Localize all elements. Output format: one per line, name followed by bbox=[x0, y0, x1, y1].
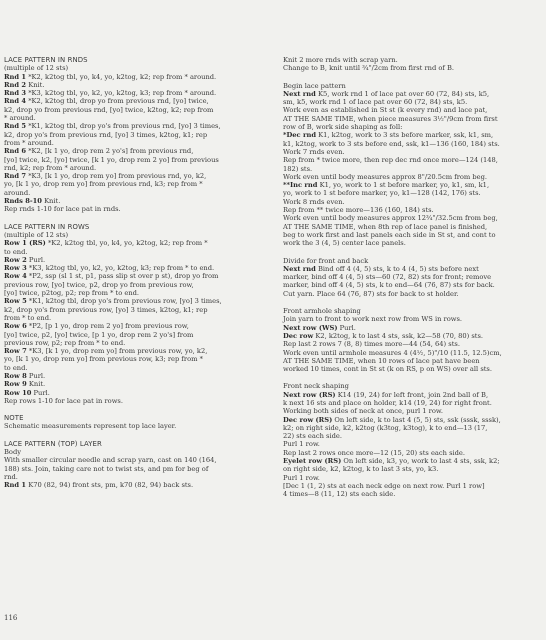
line-text: on right side, k2, k2tog, k to last 3 sts, yo, k3. bbox=[283, 465, 439, 474]
line-text: previous row, [yo] twice, p2, drop yo from previous row, bbox=[4, 280, 194, 289]
page-number: 116 bbox=[4, 614, 18, 622]
line-text: work the 3 (4, 5) center lace panels. bbox=[283, 239, 406, 248]
line-text: *K2, k2tog tbl, drop yo from previous rnd, [yo] twice, bbox=[26, 97, 209, 106]
line-text: Rep from ** twice more—136 (160, 184) sts. bbox=[283, 206, 434, 215]
step-label: Dec row bbox=[283, 331, 314, 340]
line-text: to end. bbox=[4, 247, 28, 256]
text-line bbox=[283, 198, 545, 206]
line-text: Knit. bbox=[41, 197, 61, 206]
line-text: *K2, [k 1 yo, drop rem 2 yo's] from previous rnd, bbox=[26, 147, 194, 156]
line-text: Body bbox=[4, 448, 21, 457]
text-line bbox=[4, 139, 266, 147]
text-line bbox=[4, 180, 266, 188]
line-text: AT THE SAME TIME, when piece measures 3½"/9cm from first bbox=[283, 114, 498, 123]
text-line bbox=[283, 257, 545, 265]
text-line bbox=[283, 82, 545, 90]
text-line bbox=[4, 164, 266, 172]
text-line bbox=[4, 389, 266, 397]
step-label: *Dec rnd bbox=[283, 131, 317, 140]
step-label: **Inc rnd bbox=[283, 181, 318, 190]
step-label: Rnd 1 bbox=[4, 481, 27, 490]
line-text: AT THE SAME TIME, when 8th rep of lace panel is finished, bbox=[283, 222, 488, 231]
text-line bbox=[4, 347, 266, 355]
text-line bbox=[283, 98, 545, 106]
line-text: Work even as established in St st (k every rnd) and lace pat, bbox=[283, 106, 488, 115]
line-text: Schematic measurements represent top lace layer. bbox=[4, 422, 177, 431]
line-text: 182) sts. bbox=[283, 164, 313, 173]
text-line bbox=[4, 372, 266, 380]
text-line bbox=[283, 332, 545, 340]
line-text: [yo] twice, p2, [yo] twice, [p 1 yo, drop rem 2 yo's] from bbox=[4, 330, 194, 339]
line-text: Rep from * twice more, then rep dec rnd once more—124 (148, bbox=[283, 156, 498, 165]
line-text: k2, drop yo's from previous row, [yo] 3 times, k2tog, k1; rep bbox=[4, 305, 208, 314]
line-text: K70 (82, 94) front sts, pm, k70 (82, 94) back sts. bbox=[26, 481, 194, 490]
text-line bbox=[4, 465, 266, 473]
text-line bbox=[4, 248, 266, 256]
text-line bbox=[283, 474, 545, 482]
text-line bbox=[4, 281, 266, 289]
step-label: Row 5 bbox=[4, 297, 27, 306]
line-text: previous row, p2; rep from * to end. bbox=[4, 338, 126, 347]
line-text: Work even until armhole measures 4 (4½, 5)"/10 (11.5, 12.5)cm, bbox=[283, 348, 502, 357]
line-text: Purl 1 row. bbox=[283, 473, 320, 482]
text-line bbox=[4, 297, 266, 305]
line-text: row of B, work side shaping as foll: bbox=[283, 123, 403, 132]
step-label: Rnd 7 bbox=[4, 172, 27, 181]
text-line bbox=[283, 290, 545, 298]
step-label: Row 4 bbox=[4, 272, 27, 281]
line-text: K14 (19, 24) for left front, join 2nd ball of B, bbox=[335, 390, 489, 399]
text-line bbox=[283, 490, 545, 498]
step-label: Dec row (RS) bbox=[283, 415, 333, 424]
line-text: Knit. bbox=[26, 380, 46, 389]
line-text: rnd. bbox=[4, 472, 18, 481]
text-line bbox=[283, 189, 545, 197]
text-line bbox=[283, 324, 545, 332]
text-line bbox=[283, 273, 545, 281]
text-line bbox=[4, 122, 266, 130]
line-text: Working both sides of neck at once, purl 1 row. bbox=[283, 407, 443, 416]
step-label: Row 8 bbox=[4, 371, 27, 380]
text-line bbox=[4, 256, 266, 264]
line-text: Rep rnds 1-10 for lace pat in rnds. bbox=[4, 205, 121, 214]
line-text: *K1, k2tog tbl, drop yo's from previous row, [yo] 3 times, bbox=[26, 297, 222, 306]
line-text: *K3, [k 1 yo, drop rem yo] from previous rnd, yo, k2, bbox=[26, 172, 207, 181]
line-text: Change to B, knit until ¾"/2cm from first rnd of B. bbox=[283, 64, 455, 73]
text-line bbox=[283, 56, 545, 64]
line-text: k1, k2tog, work to 3 sts before end, ssk, k1—136 (160, 184) sts. bbox=[283, 139, 500, 148]
line-text: Begin lace pattern bbox=[283, 81, 346, 90]
text-line bbox=[283, 416, 545, 424]
line-text: K1, k2tog, work to 3 sts before marker, ssk, k1, sm, bbox=[316, 131, 494, 140]
text-line bbox=[283, 90, 545, 98]
step-label: Next row (WS) bbox=[283, 323, 338, 332]
text-line bbox=[283, 382, 545, 390]
line-text: LACE PATTERN IN RNDS bbox=[4, 56, 88, 64]
text-line bbox=[283, 349, 545, 357]
line-text: Knit. bbox=[26, 80, 45, 89]
step-label: Row 2 bbox=[4, 255, 27, 264]
line-text: [yo] twice, k2, [yo] twice, [k 1 yo, drop rem 2 yo] from previous bbox=[4, 155, 219, 164]
step-label: Row 1 (RS) bbox=[4, 239, 46, 248]
line-text: *P2, [p 1 yo, drop rem 2 yo] from previous row, bbox=[26, 322, 189, 331]
step-label: Rnds 8-10 bbox=[4, 197, 42, 206]
text-line bbox=[283, 131, 545, 139]
line-text: yo, work to 1 st before marker, yo, k1—128 (142, 176) sts. bbox=[283, 189, 481, 198]
text-line bbox=[283, 449, 545, 457]
text-line bbox=[283, 181, 545, 189]
step-label: Rnd 2 bbox=[4, 80, 27, 89]
line-text: Rep rows 1-10 for lace pat in rows. bbox=[4, 396, 123, 405]
text-line bbox=[4, 456, 266, 464]
line-text: from * around. bbox=[4, 138, 54, 147]
text-line bbox=[283, 214, 545, 222]
text-line bbox=[4, 131, 266, 139]
line-text: to end. bbox=[4, 363, 28, 372]
text-line bbox=[4, 89, 266, 97]
line-text: 22) sts each side. bbox=[283, 432, 342, 441]
text-line bbox=[283, 465, 545, 473]
text-line bbox=[4, 322, 266, 330]
line-text: yo, [k 1 yo, drop rem yo] from previous row, k3; rep from * bbox=[4, 355, 203, 364]
line-text: *K2, k2tog tbl, yo, k4, yo, k2tog, k2; rep from * around. bbox=[26, 72, 217, 81]
line-text: rnd, k2; rep from * around. bbox=[4, 163, 97, 172]
text-line bbox=[4, 422, 266, 430]
line-text: k next 16 sts and place on holder, k14 (19, 24) for right front. bbox=[283, 398, 492, 407]
step-label: Rnd 3 bbox=[4, 89, 27, 98]
paragraph-gap bbox=[283, 73, 545, 82]
line-text: k2; on right side, k2, k2tog (k3tog, k3tog), k to end—13 (17, bbox=[283, 423, 488, 432]
text-line bbox=[4, 231, 266, 239]
text-line bbox=[4, 306, 266, 314]
text-line bbox=[4, 239, 266, 247]
text-line bbox=[283, 165, 545, 173]
step-label: Rnd 1 bbox=[4, 72, 27, 81]
line-text: from * to end. bbox=[4, 313, 52, 322]
text-line bbox=[283, 315, 545, 323]
line-text: marker, bind off 4 (4, 5) sts, k to end—64 (76, 87) sts for back. bbox=[283, 281, 495, 290]
line-text: NOTE bbox=[4, 414, 24, 423]
text-line bbox=[283, 307, 545, 315]
paragraph-gap bbox=[4, 405, 266, 414]
text-line bbox=[283, 64, 545, 72]
line-text: On left side, k3, yo, work to last 4 sts, ssk, k2; bbox=[341, 457, 500, 466]
text-line bbox=[4, 81, 266, 89]
text-line bbox=[4, 473, 266, 481]
text-line bbox=[283, 173, 545, 181]
section-heading bbox=[4, 440, 266, 448]
text-line bbox=[4, 156, 266, 164]
line-text: Purl. bbox=[337, 323, 356, 332]
text-line bbox=[283, 457, 545, 465]
line-text: AT THE SAME TIME, when 10 rows of lace pat have been bbox=[283, 356, 480, 365]
line-text: Rep last 2 rows 7 (8, 8) times more—44 (54, 64) sts. bbox=[283, 340, 460, 349]
line-text: Work even until body measures approx 8"/20.5cm from beg. bbox=[283, 172, 488, 181]
text-line bbox=[4, 331, 266, 339]
paragraph-gap bbox=[283, 373, 545, 382]
line-text: Knit 2 more rnds with scrap yarn. bbox=[283, 56, 398, 64]
section-heading bbox=[4, 56, 266, 64]
text-line bbox=[4, 314, 266, 322]
paragraph-gap bbox=[283, 298, 545, 307]
text-line bbox=[4, 64, 266, 72]
text-line bbox=[4, 397, 266, 405]
step-label: Next rnd bbox=[283, 264, 316, 273]
line-text: Divide for front and back bbox=[283, 256, 369, 265]
paragraph-gap bbox=[283, 248, 545, 257]
line-text: [Dec 1 (1, 2) sts at each neck edge on next row. Purl 1 row] bbox=[283, 481, 485, 490]
text-line bbox=[283, 482, 545, 490]
line-text: Work 7 rnds even. bbox=[283, 147, 345, 156]
text-line bbox=[283, 440, 545, 448]
line-text: Front armhole shaping bbox=[283, 307, 361, 316]
line-text: *K3, k2tog tbl, yo, k2, yo, k2tog, k3; rep from * to end. bbox=[26, 264, 215, 273]
step-label: Row 6 bbox=[4, 322, 27, 331]
step-label: Rnd 6 bbox=[4, 147, 27, 156]
line-text: Purl. bbox=[26, 255, 46, 264]
step-label: Row 3 bbox=[4, 264, 27, 273]
text-line bbox=[4, 97, 266, 105]
line-text: With smaller circular needle and scrap yarn, cast on 140 (164, bbox=[4, 456, 217, 465]
line-text: (multiple of 12 sts) bbox=[4, 64, 69, 73]
line-text: *K3, k2tog tbl, yo, k2, yo, k2tog, k3; rep from * around. bbox=[26, 89, 217, 98]
text-line bbox=[283, 123, 545, 131]
text-line bbox=[283, 391, 545, 399]
section-heading bbox=[4, 414, 266, 422]
text-line bbox=[283, 140, 545, 148]
line-text: Front neck shaping bbox=[283, 382, 349, 391]
text-line bbox=[283, 340, 545, 348]
text-line bbox=[283, 399, 545, 407]
line-text: around. bbox=[4, 188, 31, 197]
line-text: Bind off 4 (4, 5) sts, k to 4 (4, 5) sts before next bbox=[315, 264, 479, 273]
section-heading bbox=[4, 223, 266, 231]
text-line bbox=[4, 339, 266, 347]
text-line bbox=[283, 206, 545, 214]
text-line bbox=[4, 73, 266, 81]
line-text: Work 8 rnds even. bbox=[283, 197, 345, 206]
text-line bbox=[283, 281, 545, 289]
text-line bbox=[4, 364, 266, 372]
line-text: * around. bbox=[4, 114, 36, 123]
text-line bbox=[283, 357, 545, 365]
text-line bbox=[283, 231, 545, 239]
text-line bbox=[4, 380, 266, 388]
line-text: *K3, [k 1 yo, drop rem yo] from previous row, yo, k2, bbox=[26, 347, 208, 356]
text-line bbox=[283, 223, 545, 231]
line-text: worked 10 times, cont in St st (k on RS, p on WS) over all sts. bbox=[283, 365, 492, 374]
step-label: Next row (RS) bbox=[283, 390, 336, 399]
text-line bbox=[283, 432, 545, 440]
step-label: Rnd 5 bbox=[4, 122, 27, 131]
text-line bbox=[4, 264, 266, 272]
text-line bbox=[283, 106, 545, 114]
line-text: K1, yo, work to 1 st before marker, yo, k1, sm, k1, bbox=[317, 181, 490, 190]
paragraph-gap bbox=[4, 214, 266, 223]
text-line bbox=[4, 114, 266, 122]
line-text: LACE PATTERN (TOP) LAYER bbox=[4, 439, 102, 448]
text-line bbox=[283, 156, 545, 164]
text-line bbox=[4, 147, 266, 155]
text-line bbox=[4, 448, 266, 456]
text-line bbox=[4, 197, 266, 205]
line-text: [yo] twice, p2tog, p2; rep from * to end. bbox=[4, 289, 140, 298]
text-line bbox=[283, 239, 545, 247]
step-label: Row 10 bbox=[4, 388, 32, 397]
line-text: (multiple of 12 sts) bbox=[4, 230, 69, 239]
line-text: K2, k2tog, k to last 4 sts, ssk, k2—58 (70, 80) sts. bbox=[313, 331, 484, 340]
line-text: Purl. bbox=[31, 388, 50, 397]
line-text: Purl. bbox=[26, 371, 46, 380]
line-text: 4 times—8 (11, 12) sts each side. bbox=[283, 490, 396, 499]
line-text: yo, [k 1 yo, drop rem yo] from previous rnd, k3; rep from * bbox=[4, 180, 203, 189]
line-text: beg to work first and last panels each side in St st, and cont to bbox=[283, 230, 496, 239]
line-text: Rep last 2 rows once more—12 (15, 20) sts each side. bbox=[283, 448, 466, 457]
line-text: k2, drop yo from previous rnd, [yo] twice, k2tog, k2; rep from bbox=[4, 105, 214, 114]
step-label: Eyelet row (RS) bbox=[283, 457, 342, 466]
line-text: K5, work rnd 1 of lace pat over 60 (72, 84) sts, k5, bbox=[315, 89, 490, 98]
line-text: Join yarn to front to work next row from WS in rows. bbox=[283, 315, 463, 324]
text-line bbox=[4, 289, 266, 297]
step-label: Row 7 bbox=[4, 347, 27, 356]
line-text: k2, drop yo's from previous rnd, [yo] 3 times, k2tog, k1; rep bbox=[4, 130, 208, 139]
line-text: 188) sts. Join, taking care not to twist sts, and pm for beg of bbox=[4, 464, 209, 473]
text-line bbox=[4, 172, 266, 180]
line-text: On left side, k to last 4 (5, 5) sts, ssk (sssk, sssk), bbox=[332, 415, 501, 424]
text-line bbox=[283, 424, 545, 432]
text-line bbox=[4, 272, 266, 280]
line-text: sm, k5, work rnd 1 of lace pat over 60 (72, 84) sts, k5. bbox=[283, 98, 468, 107]
right-column bbox=[283, 56, 545, 499]
line-text: Cut yarn. Place 64 (76, 87) sts for back to st holder. bbox=[283, 289, 459, 298]
step-label: Row 9 bbox=[4, 380, 27, 389]
line-text: marker, bind off 4 (4, 5) sts—60 (72, 82) sts for front; remove bbox=[283, 273, 492, 282]
text-line bbox=[4, 189, 266, 197]
text-line bbox=[283, 265, 545, 273]
line-text: *K2, k2tog tbl, yo, k4, yo, k2tog, k2; rep from * bbox=[45, 239, 208, 248]
step-label: Rnd 4 bbox=[4, 97, 27, 106]
text-line bbox=[4, 481, 266, 489]
step-label: Next rnd bbox=[283, 89, 316, 98]
line-text: LACE PATTERN IN ROWS bbox=[4, 222, 90, 231]
left-column bbox=[4, 56, 266, 490]
text-line bbox=[4, 355, 266, 363]
paragraph-gap bbox=[4, 431, 266, 440]
line-text: *K1, k2tog tbl, drop yo's from previous rnd, [yo] 3 times, bbox=[26, 122, 221, 131]
line-text: *P2, ssp (sl 1 st, p1, pass slip st over p st), drop yo from bbox=[26, 272, 219, 281]
text-line bbox=[283, 365, 545, 373]
line-text: Work even until body measures approx 12¾"/32.5cm from beg, bbox=[283, 214, 498, 223]
text-line bbox=[283, 115, 545, 123]
text-line bbox=[283, 148, 545, 156]
text-line bbox=[283, 407, 545, 415]
text-line bbox=[4, 205, 266, 213]
line-text: Purl 1 row. bbox=[283, 440, 320, 449]
text-line bbox=[4, 106, 266, 114]
